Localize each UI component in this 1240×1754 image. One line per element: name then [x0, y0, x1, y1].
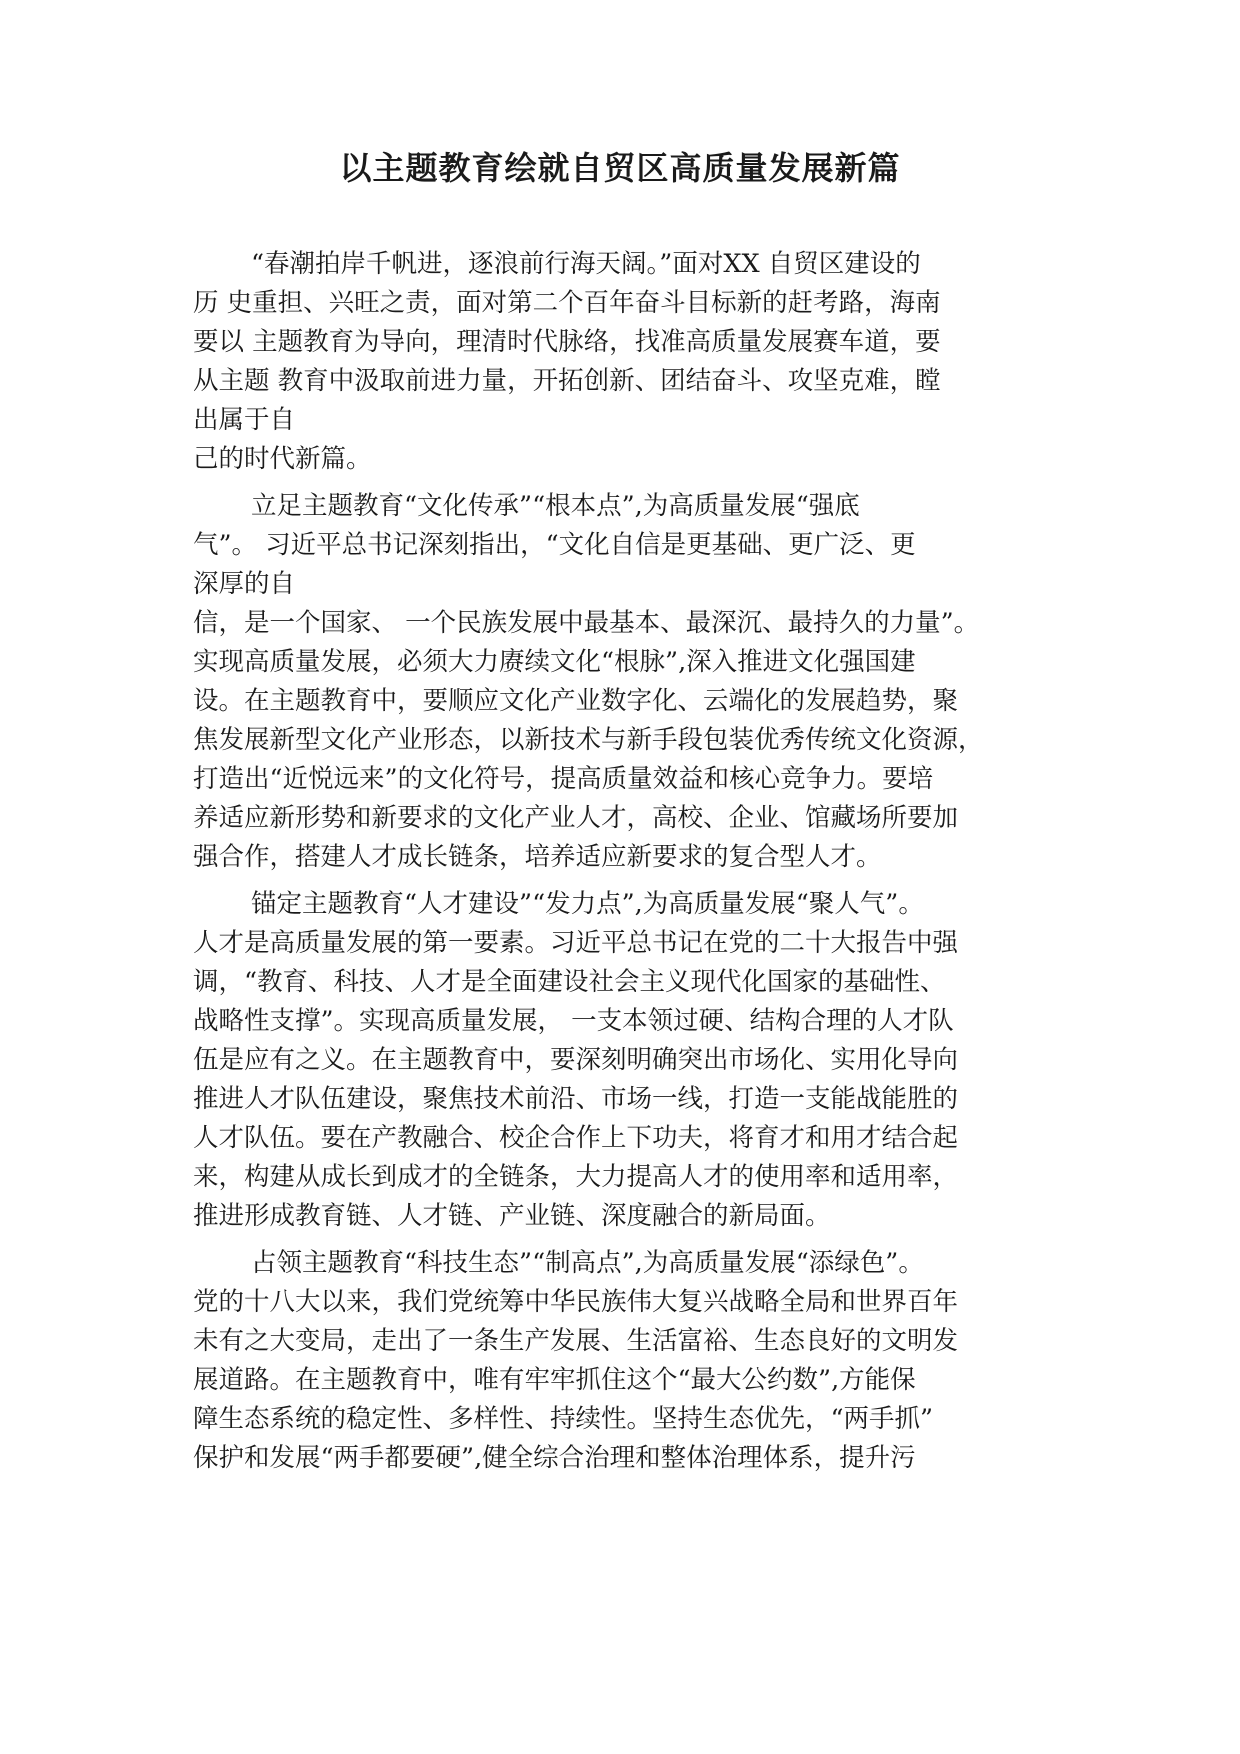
text-line: 占领主题教育“科技生态”“制高点”,为高质量发展“添绿色”。 [251, 1248, 924, 1278]
text-line: “春潮拍岸千帆进，逐浪前行海天阔。”面对XX 自贸区建设的 [251, 249, 921, 279]
text-line: 锚定主题教育“人才建设”“发力点”,为高质量发展“聚人气”。 [251, 889, 924, 919]
text-line: 推进人才队伍建设，聚焦技术前沿、市场一线，打造一支能战能胜的 [193, 1084, 959, 1114]
text-line: 障生态系统的稳定性、多样性、持续性。坚持生态优先，“两手抓” [193, 1404, 934, 1434]
text-line: 战略性支撑”。实现高质量发展， 一支本领过硬、结构合理的人才队 [193, 1006, 954, 1036]
text-line: 强合作，搭建人才成长链条，培养适应新要求的复合型人才。 [193, 842, 882, 872]
text-line: 打造出“近悦远来”的文化符号，提高质量效益和核心竞争力。要培 [193, 764, 934, 794]
text-line: 实现高质量发展，必须大力赓续文化“根脉”,深入推进文化强国建 [193, 647, 916, 677]
text-line: 来，构建从成长到成才的全链条，大力提高人才的使用率和适用率， [193, 1162, 959, 1192]
text-line: 调，“教育、科技、人才是全面建设社会主义现代化国家的基础性、 [193, 967, 946, 997]
text-line: 气”。 习近平总书记深刻指出，“文化自信是更基础、更广泛、更 [193, 530, 916, 560]
text-line: 出属于自 [193, 405, 296, 435]
text-line: 信，是一个国家、 一个民族发展中最基本、最深沉、最持久的力量”。 [193, 608, 980, 638]
text-line: 深厚的自 [193, 569, 296, 599]
text-line: 伍是应有之义。在主题教育中，要深刻明确突出市场化、实用化导向 [193, 1045, 959, 1075]
paragraph-intro [193, 245, 1055, 479]
text-line: 设。在主题教育中，要顺应文化产业数字化、云端化的发展趋势，聚 [193, 686, 959, 716]
paragraph-ecology [193, 1244, 1055, 1478]
text-line: 人才队伍。要在产教融合、校企合作上下功夫，将育才和用才结合起 [193, 1123, 959, 1153]
text-line: 己的时代新篇。 [193, 444, 372, 474]
text-line: 党的十八大以来，我们党统筹中华民族伟大复兴战略全局和世界百年 [193, 1287, 959, 1317]
text-line: 人才是高质量发展的第一要素。习近平总书记在党的二十大报告中强 [193, 928, 959, 958]
text-line: 焦发展新型文化产业形态，以新技术与新手段包装优秀传统文化资源， [193, 725, 984, 755]
paragraph-talent [193, 885, 1055, 1236]
text-line: 从主题 教育中汲取前进力量，开拓创新、团结奋斗、攻坚克难，瞠 [193, 366, 941, 396]
text-line: 立足主题教育“文化传承”“根本点”,为高质量发展“强底 [251, 491, 860, 521]
document-body [193, 245, 1055, 1486]
paragraph-culture [193, 487, 1055, 877]
text-line: 展道路。在主题教育中，唯有牢牢抓住这个“最大公约数”,方能保 [193, 1365, 916, 1395]
text-line: 未有之大变局，走出了一条生产发展、生活富裕、生态良好的文明发 [193, 1326, 959, 1356]
text-line: 历 史重担、兴旺之责，面对第二个百年奋斗目标新的赶考路，海南 [193, 288, 941, 318]
text-line: 保护和发展“两手都要硬”,健全综合治理和整体治理体系，提升污 [193, 1443, 916, 1473]
text-line: 要以 主题教育为导向，理清时代脉络，找准高质量发展赛车道，要 [193, 327, 941, 357]
text-line: 养适应新形势和新要求的文化产业人才，高校、企业、馆藏场所要加 [193, 803, 959, 833]
document-title: 以主题教育绘就自贸区高质量发展新篇 [339, 149, 901, 187]
text-line: 推进形成教育链、人才链、产业链、深度融合的新局面。 [193, 1201, 831, 1231]
